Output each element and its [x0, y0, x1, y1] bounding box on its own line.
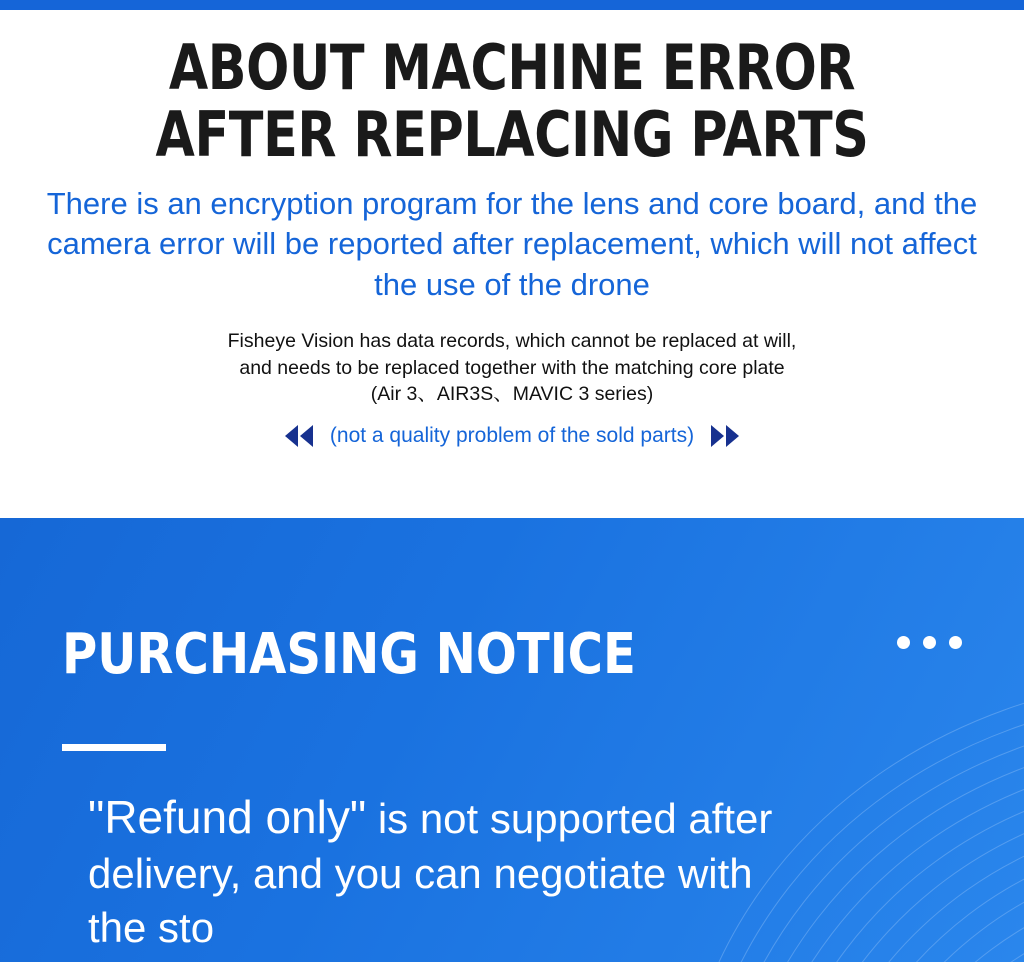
error-note-text: (not a quality problem of the sold parts)	[329, 424, 695, 448]
purchasing-notice-section	[0, 518, 1024, 962]
error-black-line-2: and needs to be replaced together with the matching core plate	[239, 356, 785, 379]
purchasing-notice-body-rest: is not supported after delivery, and you can negotiate with the sto	[88, 795, 773, 951]
error-headline-line-2: AFTER REPLACING PARTS	[155, 97, 869, 171]
double-arrow-left-icon	[280, 423, 318, 449]
top-accent-bar	[0, 0, 1024, 10]
dot-2	[923, 636, 936, 649]
error-note-row	[0, 407, 1024, 449]
three-dots-icon	[897, 636, 962, 649]
purchasing-notice-body-lead: "Refund only"	[88, 791, 367, 843]
error-blue-paragraph: There is an encryption program for the lens and core board, and the camera error will be reported after replacement, which will not affect the use of the drone	[46, 185, 978, 303]
dot-3	[949, 636, 962, 649]
machine-error-section	[0, 10, 1024, 518]
error-black-line-1: Fisheye Vision has data records, which cannot be replaced at will,	[227, 330, 797, 353]
error-black-paragraph	[0, 306, 1024, 407]
error-black-line-3: (Air 3、AIR3S、MAVIC 3 series)	[370, 382, 654, 405]
double-arrow-right-icon	[706, 423, 744, 449]
purchasing-notice-body	[88, 788, 788, 954]
title-underline-rule	[62, 744, 166, 751]
purchasing-notice-title: PURCHASING NOTICE	[62, 622, 636, 687]
error-headline-line-1: ABOUT MACHINE ERROR	[168, 31, 856, 104]
dot-1	[897, 636, 910, 649]
